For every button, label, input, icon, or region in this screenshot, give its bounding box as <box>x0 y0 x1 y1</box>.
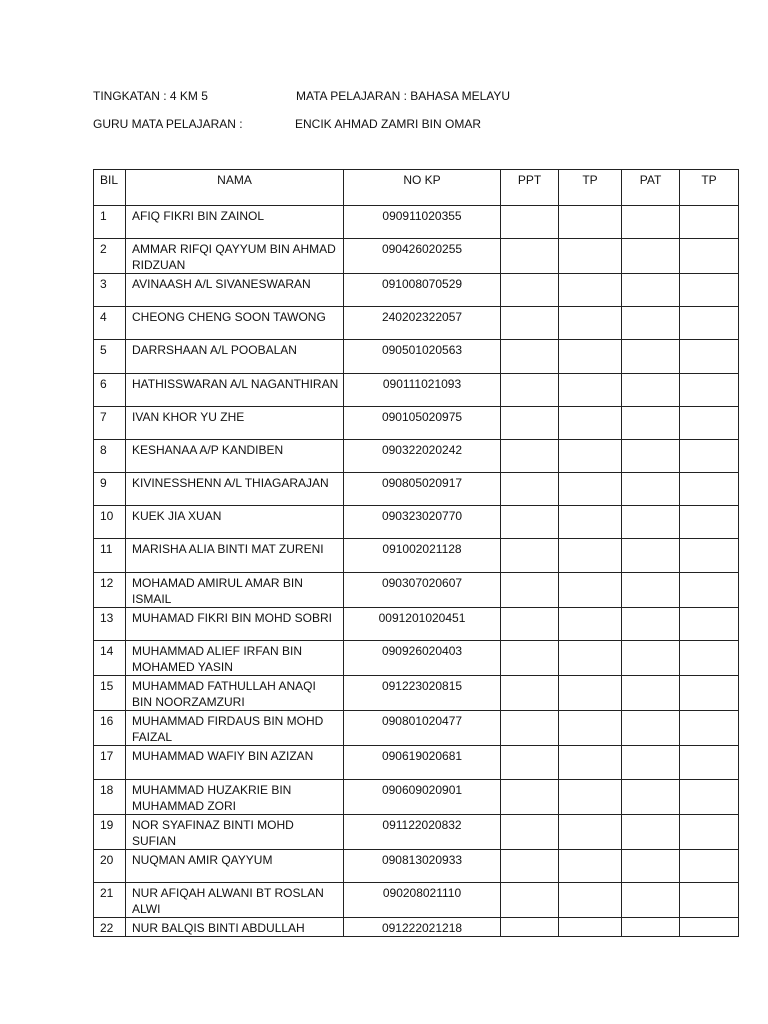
cell-ppt <box>501 274 559 307</box>
cell-tp-1 <box>559 711 622 746</box>
cell-pat <box>622 918 680 937</box>
cell-no-kp: 090813020933 <box>344 850 501 883</box>
cell-pat <box>622 539 680 573</box>
cell-tp-1 <box>559 746 622 780</box>
table-row <box>94 918 739 937</box>
cell-pat <box>622 340 680 374</box>
cell-tp-2 <box>680 274 739 307</box>
cell-nama: NUR AFIQAH ALWANI BT ROSLAN ALWI <box>126 883 344 918</box>
guru-name: ENCIK AHMAD ZAMRI BIN OMAR <box>295 117 482 131</box>
cell-no-kp: 090111021093 <box>344 374 501 407</box>
cell-ppt <box>501 608 559 641</box>
table-row <box>94 883 739 918</box>
table-row <box>94 815 739 850</box>
cell-no-kp: 090307020607 <box>344 573 501 608</box>
cell-tp-2 <box>680 573 739 608</box>
cell-tp-1 <box>559 573 622 608</box>
cell-no-kp: 091002021128 <box>344 539 501 573</box>
cell-tp-1 <box>559 850 622 883</box>
cell-tp-2 <box>680 711 739 746</box>
cell-ppt <box>501 473 559 506</box>
cell-tp-2 <box>680 883 739 918</box>
cell-nama: HATHISSWARAN A/L NAGANTHIRAN <box>126 374 344 407</box>
cell-tp-1 <box>559 883 622 918</box>
column-header-nama: NAMA <box>126 170 344 206</box>
cell-tp-2 <box>680 440 739 473</box>
table-header <box>94 170 739 206</box>
cell-tp-2 <box>680 506 739 539</box>
cell-no-kp: 090926020403 <box>344 641 501 676</box>
column-header-ppt: PPT <box>501 170 559 206</box>
cell-ppt <box>501 206 559 239</box>
cell-bil: 1 <box>94 206 126 239</box>
cell-tp-1 <box>559 506 622 539</box>
table-row <box>94 206 739 239</box>
cell-ppt <box>501 506 559 539</box>
cell-no-kp: 091122020832 <box>344 815 501 850</box>
cell-tp-2 <box>680 239 739 274</box>
cell-ppt <box>501 440 559 473</box>
cell-pat <box>622 473 680 506</box>
cell-tp-2 <box>680 374 739 407</box>
cell-tp-1 <box>559 440 622 473</box>
cell-tp-2 <box>680 815 739 850</box>
cell-tp-2 <box>680 473 739 506</box>
cell-ppt <box>501 676 559 711</box>
cell-no-kp: 090911020355 <box>344 206 501 239</box>
cell-tp-2 <box>680 340 739 374</box>
table-row <box>94 573 739 608</box>
cell-no-kp: 090501020563 <box>344 340 501 374</box>
table-row <box>94 676 739 711</box>
cell-tp-2 <box>680 206 739 239</box>
table-row <box>94 239 739 274</box>
cell-no-kp: 091223020815 <box>344 676 501 711</box>
cell-pat <box>622 307 680 340</box>
cell-nama: MUHAMAD FIKRI BIN MOHD SOBRI <box>126 608 344 641</box>
cell-bil: 8 <box>94 440 126 473</box>
tingkatan-label: TINGKATAN : 4 KM 5 <box>93 89 208 103</box>
cell-ppt <box>501 815 559 850</box>
cell-no-kp: 090609020901 <box>344 780 501 815</box>
cell-pat <box>622 374 680 407</box>
cell-bil: 12 <box>94 573 126 608</box>
column-header-tp-2: TP <box>680 170 739 206</box>
cell-ppt <box>501 711 559 746</box>
cell-bil: 10 <box>94 506 126 539</box>
column-header-pat: PAT <box>622 170 680 206</box>
cell-ppt <box>501 539 559 573</box>
cell-nama: MARISHA ALIA BINTI MAT ZURENI <box>126 539 344 573</box>
cell-ppt <box>501 918 559 937</box>
column-header-no-kp: NO KP <box>344 170 501 206</box>
cell-ppt <box>501 746 559 780</box>
table-body <box>94 206 739 937</box>
cell-ppt <box>501 307 559 340</box>
cell-tp-1 <box>559 780 622 815</box>
table-row <box>94 274 739 307</box>
cell-ppt <box>501 641 559 676</box>
mata-pelajaran-label: MATA PELAJARAN : BAHASA MELAYU <box>296 89 511 103</box>
cell-nama: IVAN KHOR YU ZHE <box>126 407 344 440</box>
cell-nama: KIVINESSHENN A/L THIAGARAJAN <box>126 473 344 506</box>
cell-ppt <box>501 780 559 815</box>
cell-tp-2 <box>680 676 739 711</box>
cell-no-kp: 0091201020451 <box>344 608 501 641</box>
cell-pat <box>622 506 680 539</box>
cell-ppt <box>501 850 559 883</box>
cell-nama: AMMAR RIFQI QAYYUM BIN AHMAD RIDZUAN <box>126 239 344 274</box>
cell-ppt <box>501 239 559 274</box>
cell-pat <box>622 711 680 746</box>
table-row <box>94 340 739 374</box>
cell-bil: 6 <box>94 374 126 407</box>
cell-pat <box>622 573 680 608</box>
cell-pat <box>622 815 680 850</box>
guru-mata-pelajaran-label: GURU MATA PELAJARAN : <box>93 117 243 131</box>
cell-pat <box>622 206 680 239</box>
cell-tp-1 <box>559 340 622 374</box>
cell-bil: 9 <box>94 473 126 506</box>
student-table <box>93 169 739 937</box>
cell-tp-2 <box>680 539 739 573</box>
cell-tp-1 <box>559 239 622 274</box>
cell-ppt <box>501 374 559 407</box>
table-row <box>94 440 739 473</box>
cell-pat <box>622 883 680 918</box>
cell-bil: 5 <box>94 340 126 374</box>
cell-no-kp: 090619020681 <box>344 746 501 780</box>
cell-tp-2 <box>680 407 739 440</box>
cell-nama: AVINAASH A/L SIVANESWARAN <box>126 274 344 307</box>
cell-tp-1 <box>559 641 622 676</box>
cell-nama: NUQMAN AMIR QAYYUM <box>126 850 344 883</box>
cell-ppt <box>501 573 559 608</box>
cell-pat <box>622 780 680 815</box>
cell-nama: MUHAMMAD FATHULLAH ANAQI BIN NOORZAMZURI <box>126 676 344 711</box>
cell-bil: 18 <box>94 780 126 815</box>
cell-tp-1 <box>559 815 622 850</box>
cell-no-kp: 090805020917 <box>344 473 501 506</box>
cell-bil: 11 <box>94 539 126 573</box>
cell-tp-1 <box>559 676 622 711</box>
cell-tp-1 <box>559 274 622 307</box>
table-row <box>94 473 739 506</box>
table-row <box>94 711 739 746</box>
cell-bil: 21 <box>94 883 126 918</box>
cell-bil: 17 <box>94 746 126 780</box>
cell-tp-2 <box>680 850 739 883</box>
cell-pat <box>622 746 680 780</box>
cell-bil: 19 <box>94 815 126 850</box>
cell-no-kp: 240202322057 <box>344 307 501 340</box>
cell-bil: 16 <box>94 711 126 746</box>
table-row <box>94 539 739 573</box>
table-row <box>94 641 739 676</box>
cell-bil: 7 <box>94 407 126 440</box>
cell-no-kp: 090801020477 <box>344 711 501 746</box>
table-row <box>94 374 739 407</box>
cell-bil: 20 <box>94 850 126 883</box>
cell-nama: AFIQ FIKRI BIN ZAINOL <box>126 206 344 239</box>
cell-no-kp: 090322020242 <box>344 440 501 473</box>
cell-no-kp: 090323020770 <box>344 506 501 539</box>
cell-nama: NOR SYAFINAZ BINTI MOHD SUFIAN <box>126 815 344 850</box>
cell-tp-1 <box>559 918 622 937</box>
cell-tp-1 <box>559 608 622 641</box>
column-header-tp-1: TP <box>559 170 622 206</box>
cell-no-kp: 090208021110 <box>344 883 501 918</box>
table-row <box>94 746 739 780</box>
cell-tp-2 <box>680 746 739 780</box>
cell-pat <box>622 608 680 641</box>
cell-pat <box>622 641 680 676</box>
cell-bil: 13 <box>94 608 126 641</box>
cell-nama: MUHAMMAD WAFIY BIN AZIZAN <box>126 746 344 780</box>
cell-tp-1 <box>559 206 622 239</box>
table-row <box>94 307 739 340</box>
cell-ppt <box>501 340 559 374</box>
cell-nama: MUHAMMAD HUZAKRIE BIN MUHAMMAD ZORI <box>126 780 344 815</box>
cell-pat <box>622 407 680 440</box>
cell-tp-2 <box>680 641 739 676</box>
cell-pat <box>622 676 680 711</box>
cell-tp-1 <box>559 473 622 506</box>
cell-tp-1 <box>559 307 622 340</box>
cell-nama: NUR BALQIS BINTI ABDULLAH <box>126 918 344 937</box>
table-row <box>94 780 739 815</box>
cell-pat <box>622 850 680 883</box>
cell-bil: 15 <box>94 676 126 711</box>
cell-pat <box>622 274 680 307</box>
table-header-row <box>94 170 739 206</box>
cell-nama: MOHAMAD AMIRUL AMAR BIN ISMAIL <box>126 573 344 608</box>
cell-tp-1 <box>559 539 622 573</box>
cell-ppt <box>501 883 559 918</box>
cell-pat <box>622 239 680 274</box>
cell-no-kp: 091008070529 <box>344 274 501 307</box>
cell-nama: KESHANAA A/P KANDIBEN <box>126 440 344 473</box>
cell-nama: CHEONG CHENG SOON TAWONG <box>126 307 344 340</box>
cell-nama: DARRSHAAN A/L POOBALAN <box>126 340 344 374</box>
cell-nama: MUHAMMAD FIRDAUS BIN MOHD FAIZAL <box>126 711 344 746</box>
cell-no-kp: 091222021218 <box>344 918 501 937</box>
cell-ppt <box>501 407 559 440</box>
column-header-bil: BIL <box>94 170 126 206</box>
cell-tp-1 <box>559 407 622 440</box>
cell-tp-2 <box>680 307 739 340</box>
table-row <box>94 506 739 539</box>
cell-bil: 2 <box>94 239 126 274</box>
cell-nama: KUEK JIA XUAN <box>126 506 344 539</box>
cell-tp-2 <box>680 608 739 641</box>
cell-bil: 3 <box>94 274 126 307</box>
cell-bil: 22 <box>94 918 126 937</box>
cell-tp-2 <box>680 918 739 937</box>
cell-tp-1 <box>559 374 622 407</box>
table-row <box>94 850 739 883</box>
cell-tp-2 <box>680 780 739 815</box>
table-row <box>94 608 739 641</box>
cell-pat <box>622 440 680 473</box>
table-row <box>94 407 739 440</box>
cell-bil: 14 <box>94 641 126 676</box>
cell-nama: MUHAMMAD ALIEF IRFAN BIN MOHAMED YASIN <box>126 641 344 676</box>
cell-no-kp: 090426020255 <box>344 239 501 274</box>
cell-bil: 4 <box>94 307 126 340</box>
cell-no-kp: 090105020975 <box>344 407 501 440</box>
